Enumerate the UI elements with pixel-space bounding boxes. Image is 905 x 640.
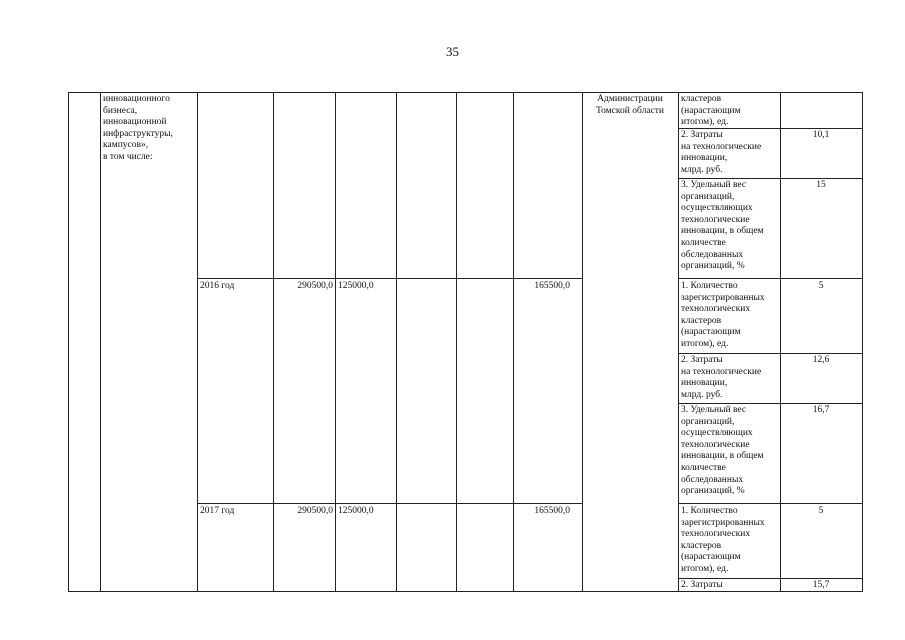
col-divider bbox=[396, 92, 397, 591]
col-divider bbox=[456, 92, 457, 591]
year-row-divider bbox=[197, 278, 582, 279]
total-funding-cell: 290500,0 bbox=[297, 506, 333, 516]
indicator-name: 1. Количество зарегистрированных технологических кластеров (нарастающим итогом), ед. bbox=[681, 281, 765, 349]
indicator-value: 5 bbox=[818, 506, 824, 516]
indicator-divider bbox=[678, 578, 862, 579]
col-divider bbox=[582, 92, 583, 591]
col-divider bbox=[335, 92, 336, 591]
col-divider bbox=[273, 92, 274, 591]
indicator-value: 16,7 bbox=[812, 405, 830, 415]
table-border-left bbox=[68, 92, 69, 591]
indicator-value: 12,6 bbox=[812, 355, 830, 365]
indicator-divider bbox=[678, 278, 862, 279]
indicator-name: 2. Затраты на технологические инновации, млрд. руб. bbox=[681, 355, 762, 400]
indicator-value: 5 bbox=[818, 281, 824, 291]
federal-funding-cell: 125000,0 bbox=[338, 506, 374, 516]
col-divider bbox=[100, 92, 101, 591]
indicator-name: 2. Затраты bbox=[681, 580, 723, 590]
year-cell: 2016 год bbox=[200, 281, 235, 291]
extrabudget-funding-cell: 165500,0 bbox=[534, 506, 570, 516]
extrabudget-funding-cell: 165500,0 bbox=[534, 281, 570, 291]
indicator-name: кластеров (нарастающим итогом), ед. bbox=[681, 94, 741, 128]
page-number: 35 bbox=[446, 44, 459, 59]
total-funding-cell: 290500,0 bbox=[297, 281, 333, 291]
col-divider bbox=[780, 92, 781, 591]
indicator-divider bbox=[678, 403, 862, 404]
indicator-divider bbox=[678, 353, 862, 354]
col-divider bbox=[513, 92, 514, 591]
indicator-name: 2. Затраты на технологические инновации, млрд. руб. bbox=[681, 130, 762, 175]
year-cell: 2017 год bbox=[200, 506, 235, 516]
indicator-name: 1. Количество зарегистрированных технологических кластеров (нарастающим итогом), ед. bbox=[681, 506, 765, 574]
task-name-cell: инновационного бизнеса, инновационной инфраструктуры, кампусов», в том числе: bbox=[103, 94, 173, 162]
executor-cell: Администрации Томской области bbox=[596, 94, 664, 116]
indicator-value: 15 bbox=[816, 180, 826, 190]
table-border-top bbox=[68, 92, 863, 93]
indicator-divider bbox=[678, 503, 862, 504]
year-row-divider bbox=[197, 503, 582, 504]
indicator-name: 3. Удельный вес организаций, осуществляющих технологические инновации, в общем количестве обследованных организаций, % bbox=[681, 405, 764, 497]
col-divider bbox=[197, 92, 198, 591]
indicator-value: 10,1 bbox=[812, 130, 830, 140]
table-border-right bbox=[862, 92, 863, 591]
indicator-name: 3. Удельный вес организаций, осуществляющих технологические инновации, в общем количестве обследованных организаций, % bbox=[681, 180, 764, 272]
federal-funding-cell: 125000,0 bbox=[338, 281, 374, 291]
col-divider bbox=[678, 92, 679, 591]
indicator-value: 15,7 bbox=[812, 580, 830, 590]
indicator-divider bbox=[678, 178, 862, 179]
